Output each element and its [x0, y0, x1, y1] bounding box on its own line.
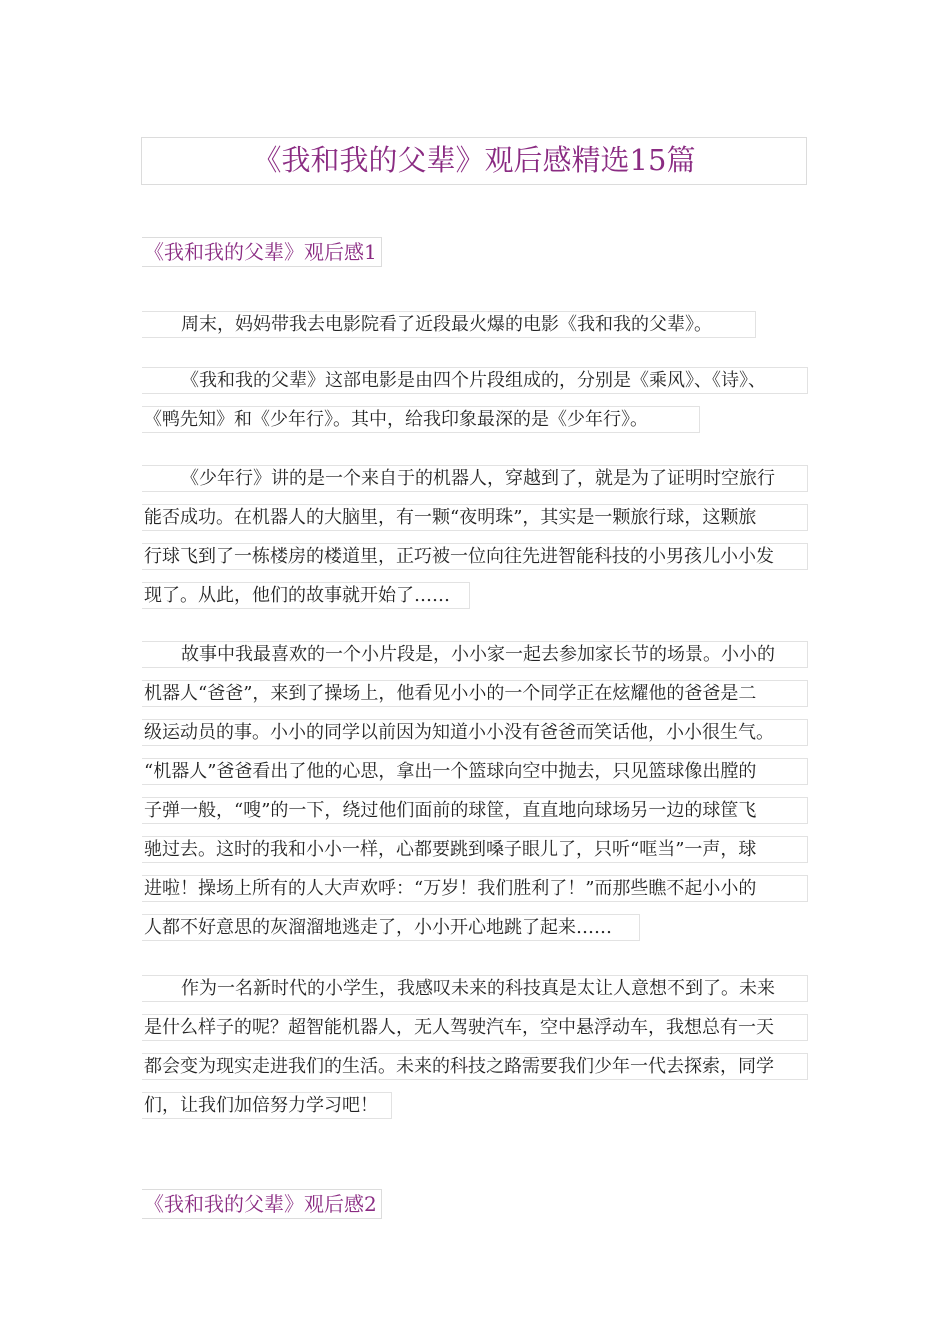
paragraph-line: 驰过去。这时的我和小小一样，心都要跳到嗓子眼儿了，只听“哐当”一声，球 [142, 836, 808, 863]
paragraph-line: 《少年行》讲的是一个来自于的机器人，穿越到了，就是为了证明时空旅行 [142, 465, 808, 492]
paragraph-line: 故事中我最喜欢的一个小片段是，小小家一起去参加家长节的场景。小小的 [142, 641, 808, 668]
paragraph-line: “机器人”爸爸看出了他的心思，拿出一个篮球向空中抛去，只见篮球像出膛的 [142, 758, 808, 785]
paragraph-3 [142, 465, 808, 621]
paragraph-line: 能否成功。在机器人的大脑里，有一颗“夜明珠”，其实是一颗旅行球，这颗旅 [142, 504, 808, 531]
paragraph-line: 们，让我们加倍努力学习吧！ [142, 1092, 392, 1119]
paragraph-4 [142, 641, 808, 953]
paragraph-5 [142, 975, 808, 1131]
paragraph-line: 级运动员的事。小小的同学以前因为知道小小没有爸爸而笑话他，小小很生气。 [142, 719, 808, 746]
paragraph-1 [142, 311, 808, 350]
paragraph-line: 机器人“爸爸”，来到了操场上，他看见小小的一个同学正在炫耀他的爸爸是二 [142, 680, 808, 707]
paragraph-line: 进啦！操场上所有的人大声欢呼：“万岁！我们胜利了！”而那些瞧不起小小的 [142, 875, 808, 902]
paragraph-line: 行球飞到了一栋楼房的楼道里，正巧被一位向往先进智能科技的小男孩儿小小发 [142, 543, 808, 570]
paragraph-line: 作为一名新时代的小学生，我感叹未来的科技真是太让人意想不到了。未来 [142, 975, 808, 1002]
document-title: 《我和我的父辈》观后感精选15篇 [141, 137, 807, 185]
paragraph-2 [142, 367, 808, 445]
paragraph-line: 子弹一般，“嗖”的一下，绕过他们面前的球筐，直直地向球场另一边的球筐飞 [142, 797, 808, 824]
paragraph-line: 现了。从此，他们的故事就开始了…… [142, 582, 470, 609]
paragraph-line: 《我和我的父辈》这部电影是由四个片段组成的，分别是《乘风》、《诗》、 [142, 367, 808, 394]
paragraph-line: 都会变为现实走进我们的生活。未来的科技之路需要我们少年一代去探索，同学 [142, 1053, 808, 1080]
paragraph-line: 《鸭先知》和《少年行》。其中，给我印象最深的是《少年行》。 [142, 406, 700, 433]
paragraph-line: 周末，妈妈带我去电影院看了近段最火爆的电影《我和我的父辈》。 [142, 311, 756, 338]
section-heading-1: 《我和我的父辈》观后感1 [142, 237, 382, 267]
paragraph-line: 人都不好意思的灰溜溜地逃走了，小小开心地跳了起来…… [142, 914, 640, 941]
section-heading-2: 《我和我的父辈》观后感2 [142, 1189, 382, 1219]
paragraph-line: 是什么样子的呢？超智能机器人，无人驾驶汽车，空中悬浮动车，我想总有一天 [142, 1014, 808, 1041]
